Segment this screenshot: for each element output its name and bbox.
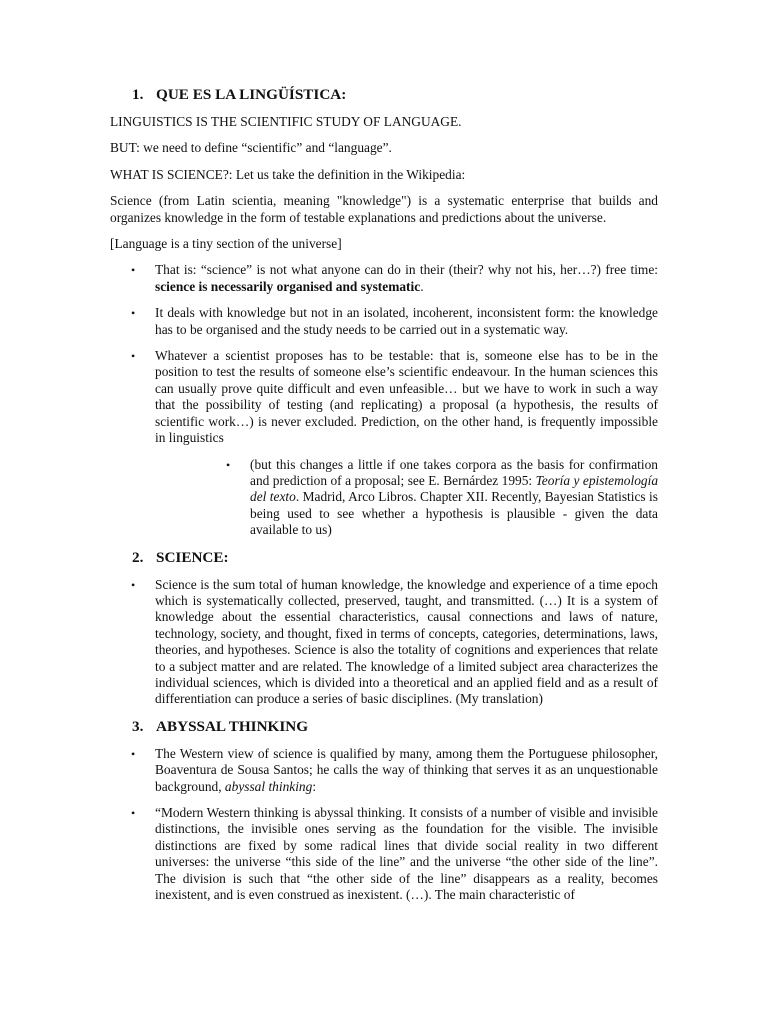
bullet-icon: • <box>131 349 136 364</box>
list-item: • Whatever a scientist proposes has to be testable: that is, someone else has to be in the position to test the results of someone else’s scientific endeavour. In the human sciences this can usually prove quite difficult and even unfeasible… but we have to work in such a way that the possibility of testing (and replicating) a proposal (a hypothesis, the results of scientific work…) is never excluded. Prediction, on the other hand, is frequently impossible in linguistics <box>131 348 658 446</box>
book-title: Teoría y epistemología del texto <box>250 472 659 505</box>
heading-number: 3. <box>132 717 144 735</box>
list-item: • It deals with knowledge but not in an isolated, incoherent, inconsistent form: the knowledge has to be organised and the study needs to be carried out in a systematic way. <box>131 305 658 337</box>
heading-section-3 <box>110 718 658 736</box>
list-item: • “Modern Western thinking is abyssal thinking. It consists of a number of visible and invisible distinctions, the invisible ones serving as the foundation for the visible. The invisible distinctions are fixed by some radical lines that divide social reality in two different universes: the universe “this side of the line” and the universe “the other side of the line”. The division is such that “the other side of the line” disappears as a reality, becomes inexistent, and is even construed as inexistent. (…). The main characteristic of <box>131 805 658 903</box>
bullet-icon: • <box>131 577 136 592</box>
bullet-icon: • <box>131 306 136 321</box>
list-item: • The Western view of science is qualified by many, among them the Portuguese philosopher, Boaventura de Sousa Santos; he calls the way of thinking that serves it as an unquestionable background, abyssal thinking: <box>131 745 658 794</box>
list-item: • Science is the sum total of human knowledge, the knowledge and experience of a time epoch which is systematically collected, preserved, taught, and transmitted. (…) It is a system of knowledge about the essential characteristics, causal connections and laws of nature, technology, society, and thought, fixed in terms of concepts, categories, determinations, laws, theories, and hypotheses. Science is also the totality of cognitions and experiences that relate to a subject matter and are related. The knowledge of a limited subject area characterizes the individual sciences, which is divided into a theoretical and an applied field and as a result of differentiation can produce a series of basic disciplines. (My translation) <box>131 576 658 707</box>
paragraph: Science (from Latin scientia, meaning "knowledge") is a systematic enterprise that builds and organizes knowledge in the form of testable explanations and predictions about the universe. <box>110 193 658 225</box>
bullet-icon: • <box>131 746 136 761</box>
bullet-list <box>110 262 658 446</box>
paragraph: [Language is a tiny section of the universe] <box>110 236 342 252</box>
heading-section-1 <box>110 86 658 104</box>
sub-bullet-list <box>110 457 658 539</box>
bullet-list <box>110 746 658 904</box>
document-body <box>110 0 658 903</box>
bold-text: science is necessarily organised and systematic <box>155 278 421 294</box>
paragraph: WHAT IS SCIENCE?: Let us take the definition in the Wikipedia: <box>110 166 466 182</box>
heading-text: ABYSSAL THINKING <box>156 717 309 735</box>
italic-term: abyssal thinking <box>224 778 313 794</box>
heading-text: QUE ES LA LINGÜÍSTICA: <box>156 86 347 103</box>
list-item: • That is: “science” is not what anyone can do in their (their? why not his, her…?) free time: science is necessarily organised and systematic. <box>131 262 658 294</box>
paragraph: LINGUISTICS IS THE SCIENTIFIC STUDY OF LANGUAGE. <box>110 114 462 129</box>
heading-number: 1. <box>132 86 144 103</box>
bullet-list <box>110 577 658 708</box>
heading-text: SCIENCE: <box>156 548 229 566</box>
bullet-icon: • <box>131 806 136 820</box>
heading-section-2 <box>110 549 658 567</box>
paragraph: BUT: we need to define “scientific” and “language”. <box>110 140 392 156</box>
bullet-icon: • <box>226 457 231 472</box>
heading-number: 2. <box>132 548 144 566</box>
bullet-icon: • <box>131 263 136 278</box>
list-item: • (but this changes a little if one takes corpora as the basis for confirmation and prediction of a proposal; see E. Bernárdez 1995: Teoría y epistemología del texto. Madrid, Arco Libros. Chapter XII. Recently, Bayesian Statistics is being used to see whether a hypothesis is plausible - given the data available to us) <box>226 456 659 538</box>
